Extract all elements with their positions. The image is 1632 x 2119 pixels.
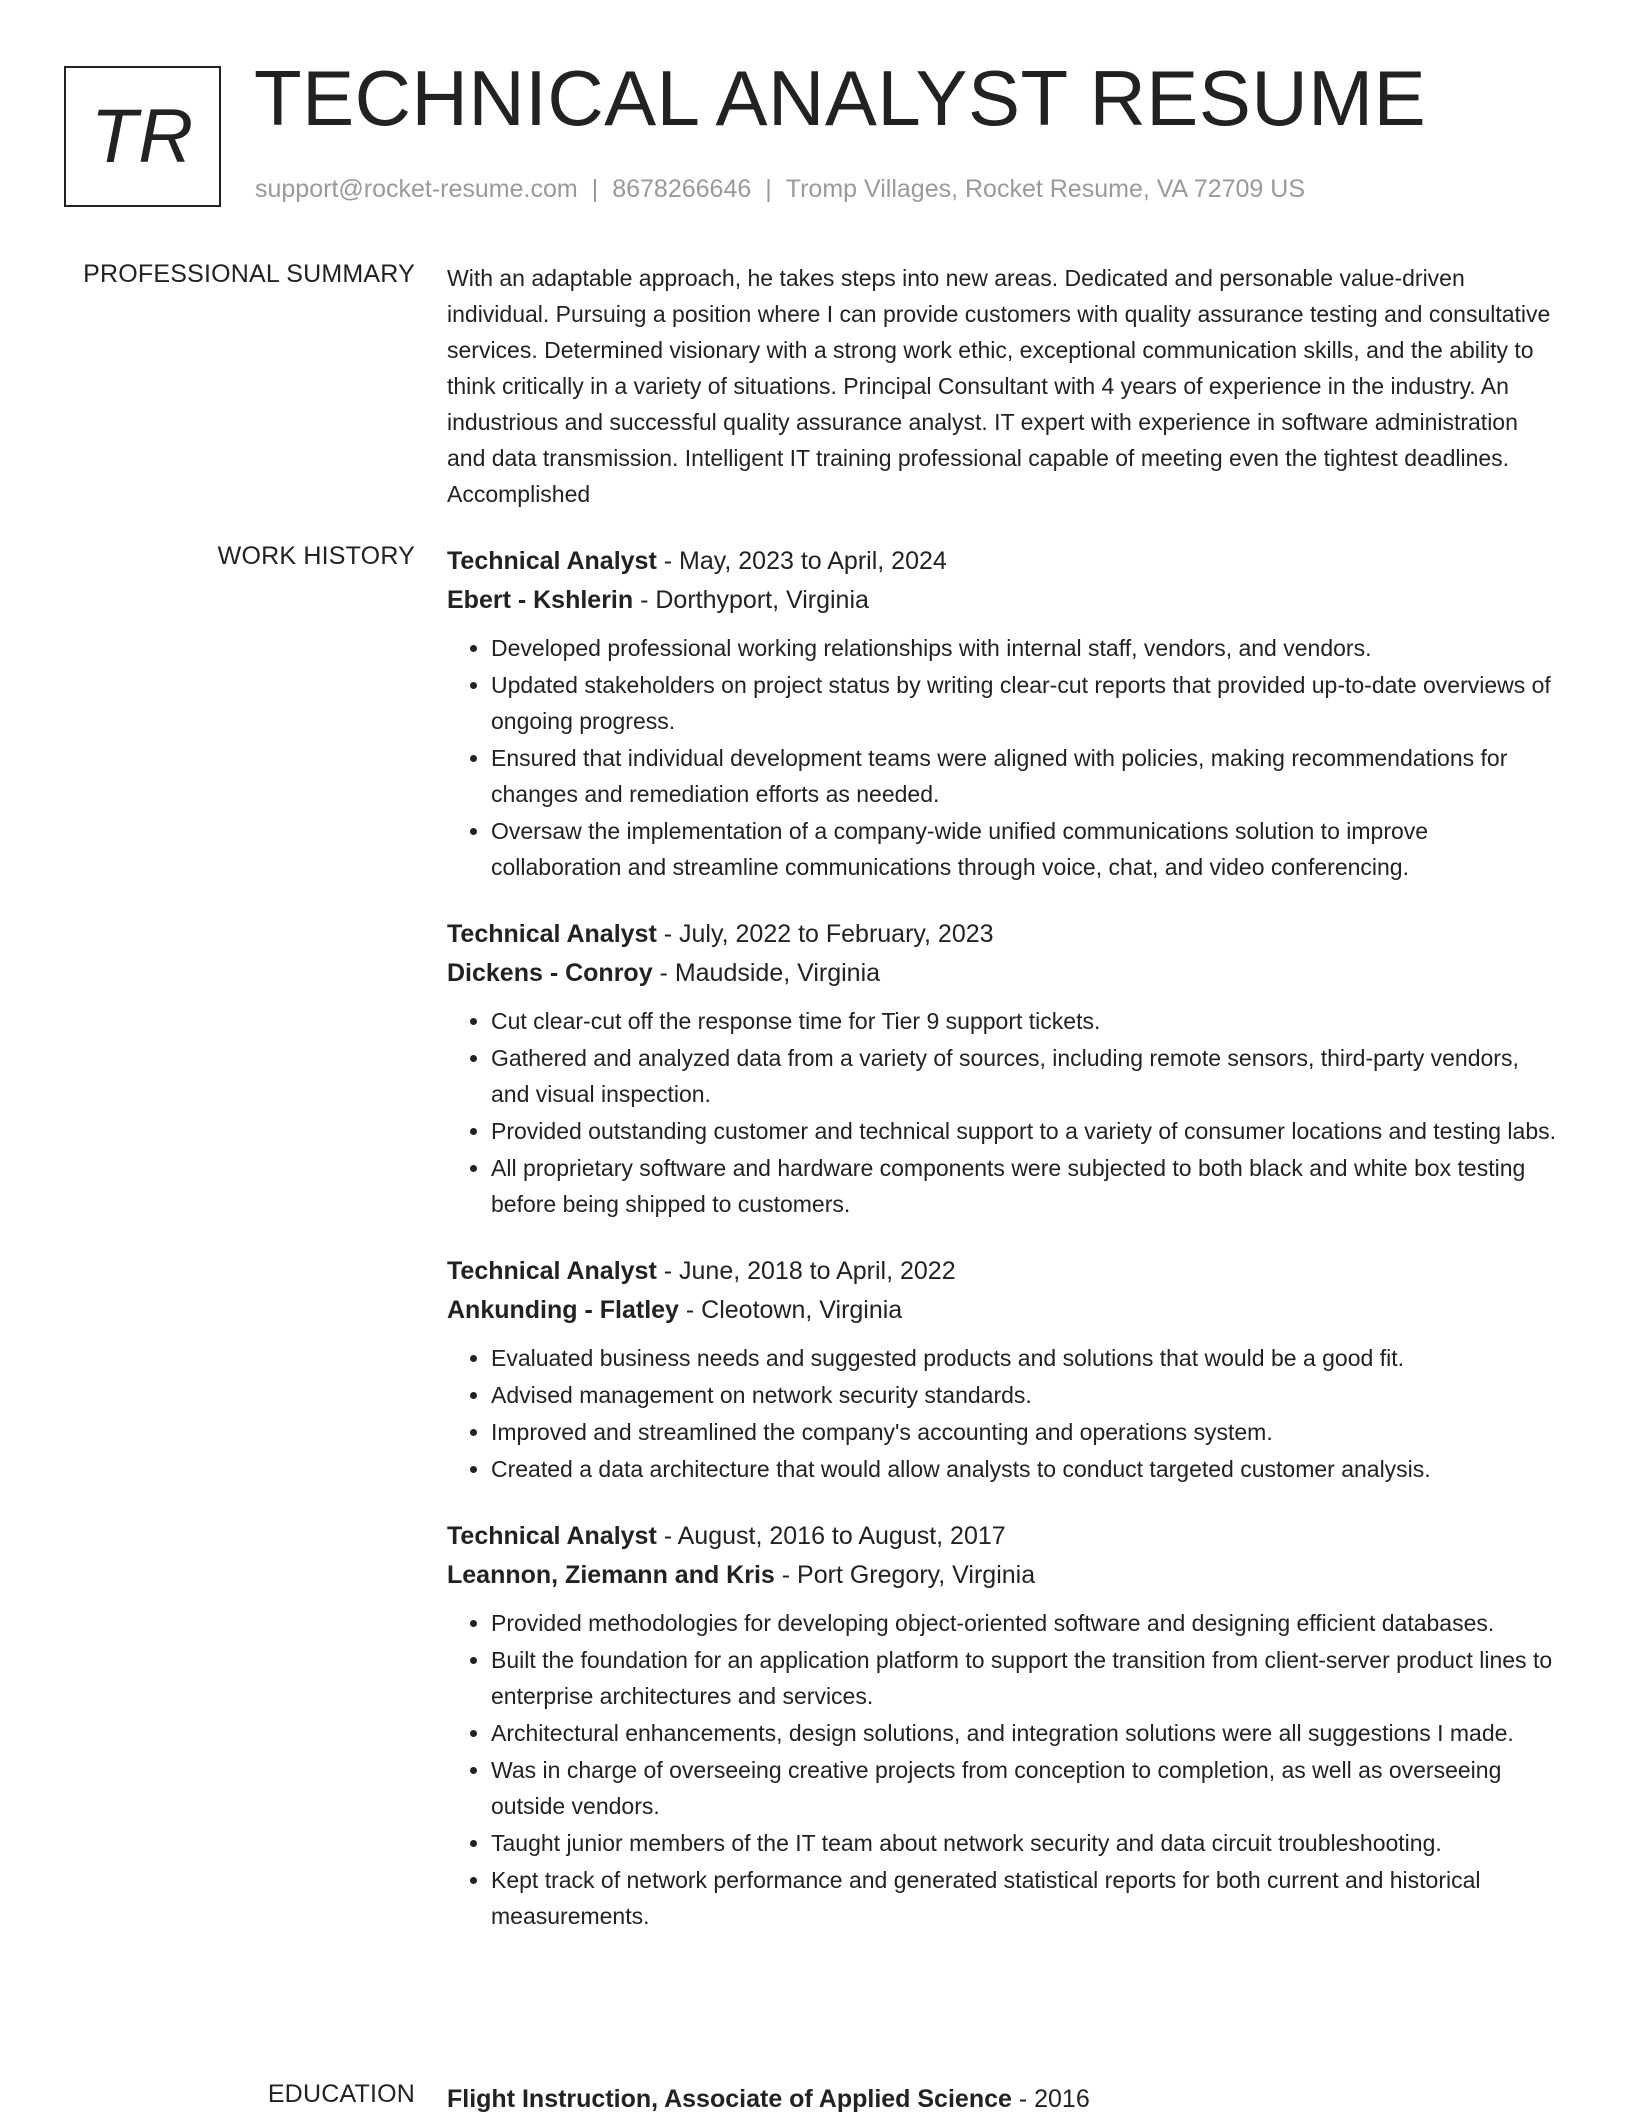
job-company: Leannon, Ziemann and Kris [447, 1561, 775, 1589]
job-entry [447, 542, 1562, 885]
job-dates: - August, 2016 to August, 2017 [656, 1522, 1006, 1550]
contact-phone: 8678266646 [612, 175, 752, 203]
job-bullet: • Advised management on network security standards. [491, 1377, 1562, 1413]
job-bullet: • Provided methodologies for developing object-oriented software and designing efficient databases. [491, 1605, 1562, 1641]
education-degree: Flight Instruction, Associate of Applied Science [447, 2085, 1012, 2113]
section-label-work-history: WORK HISTORY [217, 542, 415, 570]
job-company: Dickens - Conroy [447, 959, 653, 987]
job-entry [447, 915, 1562, 1222]
job-bullet: • Architectural enhancements, design solutions, and integration solutions were all suggestions I made. [491, 1715, 1562, 1751]
job-bullet: • Was in charge of overseeing creative projects from conception to completion, as well as overseeing outside vendors. [491, 1752, 1562, 1824]
job-bullet: • Provided outstanding customer and technical support to a variety of consumer locations and testing labs. [491, 1113, 1562, 1149]
job-title: Technical Analyst [447, 547, 657, 575]
contact-separator: | [591, 175, 599, 203]
job-company-line [447, 581, 1562, 620]
job-bullet: • Ensured that individual development teams were aligned with policies, making recommendations for changes and remediation efforts as needed. [491, 740, 1562, 812]
job-bullet: • Cut clear-cut off the response time for Tier 9 support tickets. [491, 1003, 1562, 1039]
job-location: - Maudside, Virginia [652, 959, 881, 987]
job-bullet-list [447, 1003, 1562, 1222]
job-dates: - June, 2018 to April, 2022 [656, 1257, 956, 1285]
job-title: Technical Analyst [447, 920, 657, 948]
job-title: Technical Analyst [447, 1522, 657, 1550]
job-title-line [447, 1252, 1562, 1291]
job-entry [447, 1252, 1562, 1487]
summary-text: With an adaptable approach, he takes steps into new areas. Dedicated and personable value-driven individual. Pursuing a position where I can provide customers with quality assurance testing and consultative services. Determined visionary with a strong work ethic, exceptional communication skills, and the ability to think critically in a variety of situations. Principal Consultant with 4 years of experience in the industry. An industrious and successful quality assurance analyst. IT expert with experience in software administration and data transmission. Intelligent IT training professional capable of meeting even the tightest deadlines. Accomplished [447, 265, 1551, 507]
job-bullet: • Gathered and analyzed data from a variety of sources, including remote sensors, third-party vendors, and visual inspection. [491, 1040, 1562, 1112]
contact-line [255, 175, 1305, 204]
section-label-summary: PROFESSIONAL SUMMARY [83, 260, 415, 288]
job-company-line [447, 1556, 1562, 1595]
job-bullet: • Evaluated business needs and suggested products and solutions that would be a good fit. [491, 1340, 1562, 1376]
job-entry [447, 1517, 1562, 1934]
job-location: - Cleotown, Virginia [678, 1296, 903, 1324]
job-dates: - July, 2022 to February, 2023 [656, 920, 994, 948]
job-location: - Dorthyport, Virginia [633, 586, 869, 614]
job-bullet-list [447, 1605, 1562, 1934]
job-company: Ankunding - Flatley [447, 1296, 679, 1324]
contact-separator: | [765, 175, 772, 203]
education-entry [447, 2080, 1562, 2119]
job-bullet: • All proprietary software and hardware components were subjected to both black and white box testing before being shipped to customers. [491, 1150, 1562, 1222]
contact-address: Tromp Villages, Rocket Resume, VA 72709 US [785, 175, 1305, 203]
job-bullet: • Kept track of network performance and generated statistical reports for both current and historical measurements. [491, 1862, 1562, 1934]
job-company-line [447, 1291, 1562, 1330]
education-year: - 2016 [1011, 2085, 1090, 2113]
job-bullet-list [447, 630, 1562, 885]
contact-email: support@rocket-resume.com [255, 175, 578, 203]
job-title-line [447, 542, 1562, 581]
job-bullet-list [447, 1340, 1562, 1487]
summary-body [447, 260, 1562, 512]
job-bullet: • Oversaw the implementation of a company-wide unified communications solution to improve collaboration and streamline communications through voice, chat, and video conferencing. [491, 813, 1562, 885]
job-dates: - May, 2023 to April, 2024 [656, 547, 947, 575]
job-title-line [447, 1517, 1562, 1556]
job-location: - Port Gregory, Virginia [774, 1561, 1036, 1589]
page-title: TECHNICAL ANALYST RESUME [254, 54, 1427, 142]
job-bullet: • Created a data architecture that would allow analysts to conduct targeted customer analysis. [491, 1451, 1562, 1487]
work-history-body [447, 542, 1562, 1964]
job-bullet: • Built the foundation for an application platform to support the transition from client-server product lines to enterprise architectures and services. [491, 1642, 1562, 1714]
job-title: Technical Analyst [447, 1257, 657, 1285]
job-company: Ebert - Kshlerin [447, 586, 634, 614]
monogram-logo: TR [64, 66, 221, 207]
job-bullet: • Developed professional working relationships with internal staff, vendors, and vendors. [491, 630, 1562, 666]
job-bullet: • Updated stakeholders on project status by writing clear-cut reports that provided up-to-date overviews of ongoing progress. [491, 667, 1562, 739]
section-label-education: EDUCATION [267, 2080, 415, 2108]
job-title-line [447, 915, 1562, 954]
job-bullet: • Taught junior members of the IT team about network security and data circuit troubleshooting. [491, 1825, 1562, 1861]
job-bullet: • Improved and streamlined the company's accounting and operations system. [491, 1414, 1562, 1450]
job-company-line [447, 954, 1562, 993]
resume-header [0, 0, 1632, 240]
education-body [447, 2080, 1562, 2119]
